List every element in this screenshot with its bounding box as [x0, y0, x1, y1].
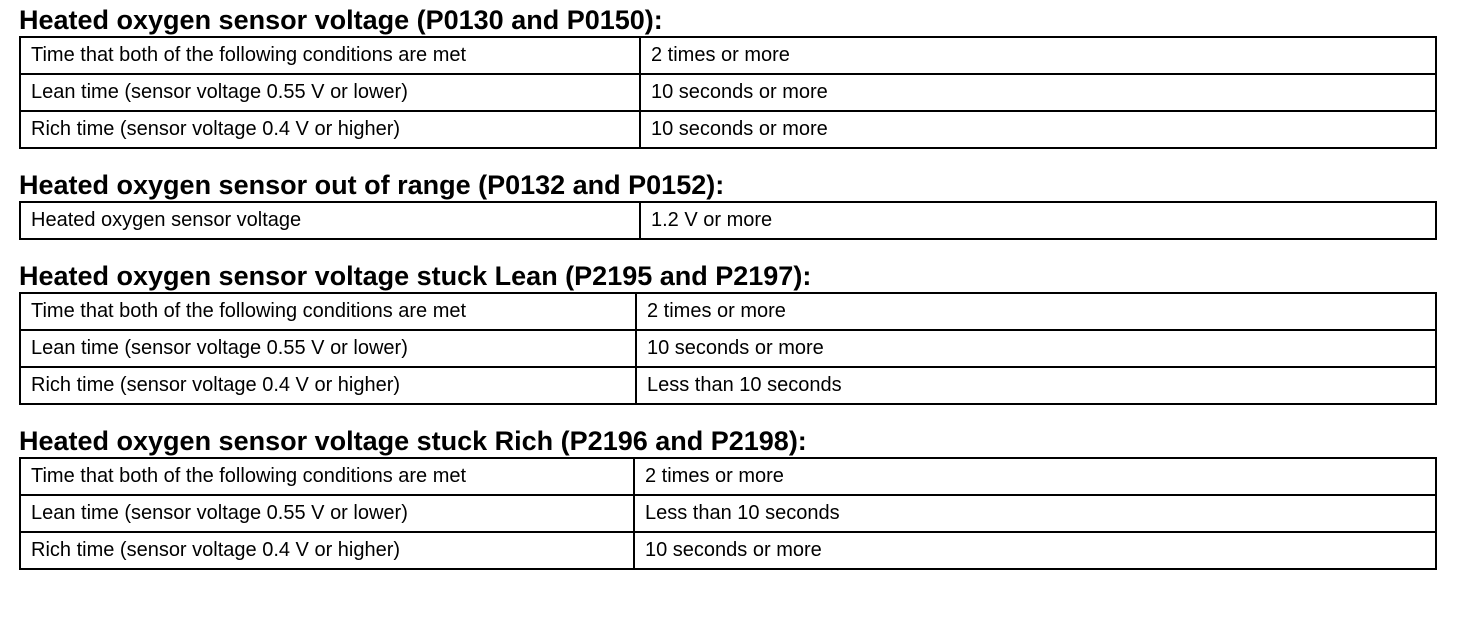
section-spacer [19, 240, 1437, 260]
document-page [19, 4, 1437, 570]
value-cell: 10 seconds or more [636, 330, 1436, 367]
value-cell: 10 seconds or more [634, 532, 1436, 569]
condition-cell: Heated oxygen sensor voltage [20, 202, 640, 239]
condition-table [19, 292, 1437, 405]
table-row [20, 293, 1436, 330]
section-p2196-p2198 [19, 425, 1437, 570]
value-cell: 10 seconds or more [640, 74, 1436, 111]
condition-table [19, 36, 1437, 149]
table-row [20, 330, 1436, 367]
condition-cell: Rich time (sensor voltage 0.4 V or higher) [20, 532, 634, 569]
condition-table [19, 201, 1437, 240]
condition-cell: Time that both of the following conditions are met [20, 458, 634, 495]
section-title: Heated oxygen sensor voltage stuck Rich (P2196 and P2198): [19, 426, 807, 456]
value-cell: Less than 10 seconds [634, 495, 1436, 532]
condition-cell: Rich time (sensor voltage 0.4 V or higher) [20, 111, 640, 148]
section-title: Heated oxygen sensor voltage stuck Lean (P2195 and P2197): [19, 261, 812, 291]
table-row [20, 532, 1436, 569]
value-cell: 1.2 V or more [640, 202, 1436, 239]
section-spacer [19, 149, 1437, 169]
section-title: Heated oxygen sensor out of range (P0132 and P0152): [19, 170, 725, 200]
value-cell: 2 times or more [640, 37, 1436, 74]
condition-cell: Time that both of the following conditions are met [20, 37, 640, 74]
section-title: Heated oxygen sensor voltage (P0130 and P0150): [19, 5, 663, 35]
condition-cell: Rich time (sensor voltage 0.4 V or higher) [20, 367, 636, 404]
table-row [20, 111, 1436, 148]
section-p2195-p2197 [19, 260, 1437, 405]
section-p0132-p0152 [19, 169, 1437, 240]
condition-table [19, 457, 1437, 570]
condition-cell: Lean time (sensor voltage 0.55 V or lower) [20, 74, 640, 111]
table-row [20, 367, 1436, 404]
table-row [20, 74, 1436, 111]
value-cell: 2 times or more [634, 458, 1436, 495]
table-row [20, 37, 1436, 74]
table-row [20, 458, 1436, 495]
condition-cell: Time that both of the following conditions are met [20, 293, 636, 330]
table-row [20, 202, 1436, 239]
condition-cell: Lean time (sensor voltage 0.55 V or lower) [20, 330, 636, 367]
value-cell: 2 times or more [636, 293, 1436, 330]
section-p0130-p0150 [19, 4, 1437, 149]
value-cell: Less than 10 seconds [636, 367, 1436, 404]
section-spacer [19, 405, 1437, 425]
table-row [20, 495, 1436, 532]
condition-cell: Lean time (sensor voltage 0.55 V or lower) [20, 495, 634, 532]
value-cell: 10 seconds or more [640, 111, 1436, 148]
